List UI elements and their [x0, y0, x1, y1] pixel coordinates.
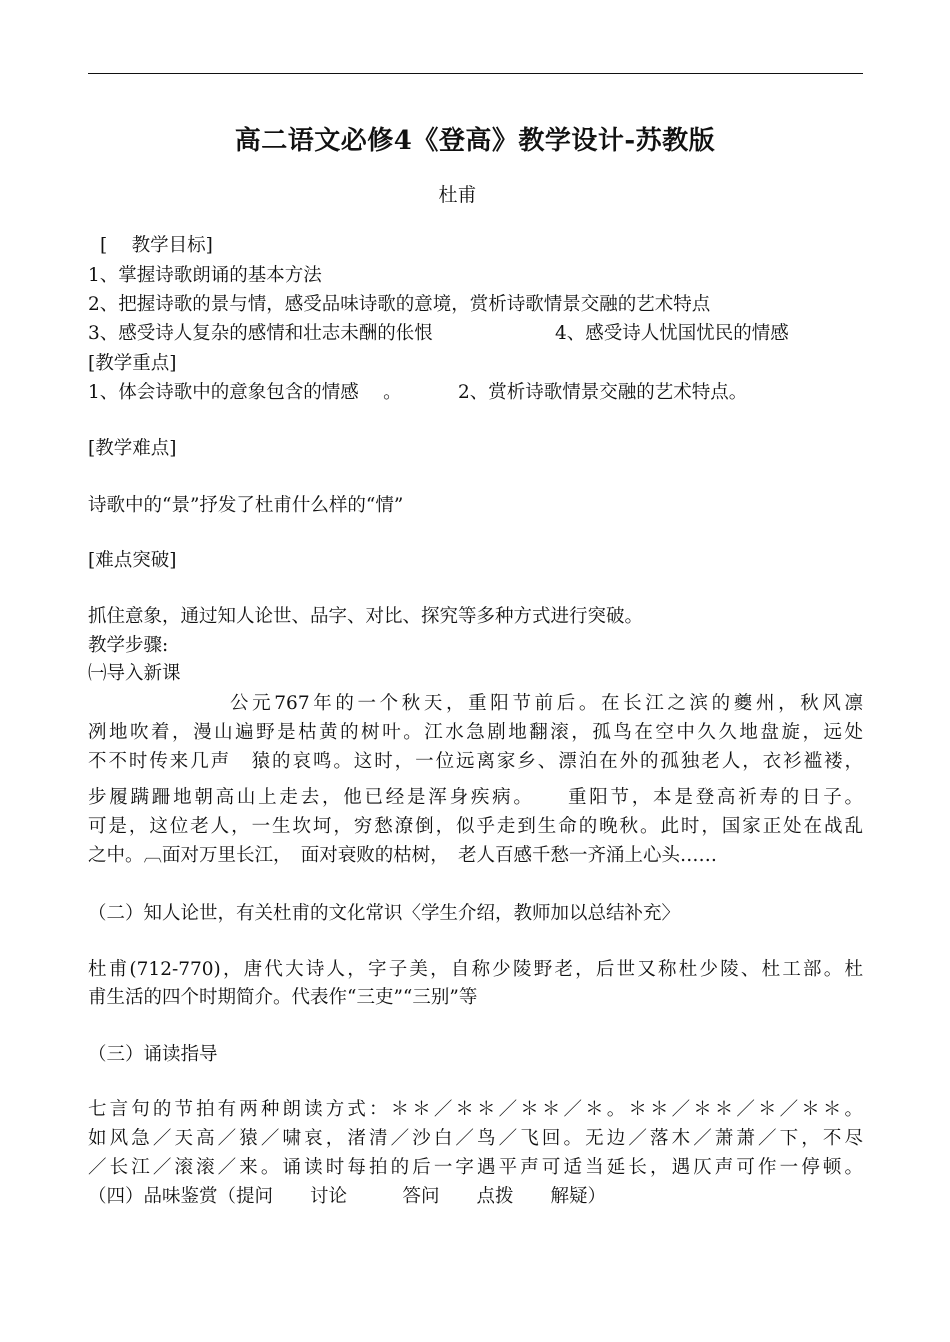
paragraph-line: ／长江／滚滚／来。诵读时每拍的后一字遇平声可适当延长，遇仄声可作一停顿。 — [88, 1157, 863, 1178]
step4-heading: （四）品味鉴赏（提问 讨论 答问 点拨 解疑） — [88, 1186, 607, 1207]
paragraph-line: 可是，这位老人，一生坎坷，穷愁潦倒，似乎走到生命的晚秋。此时，国家正处在战乱 — [88, 816, 863, 837]
breakthrough-text: 抓住意象，通过知人论世、品字、对比、探究等多种方式进行突破。 — [88, 606, 644, 627]
steps-heading: 教学步骤: — [88, 635, 169, 656]
objective-item: 4、感受诗人忧国忧民的情感 — [555, 323, 789, 344]
objectives-heading: [ 教学目标] — [100, 235, 213, 256]
author-name: 杜甫 — [438, 184, 477, 206]
step1-heading: ㈠导入新课 — [88, 663, 181, 684]
step2-heading: （二）知人论世，有关杜甫的文化常识〈学生介绍，教师加以总结补充〉 — [88, 903, 681, 924]
paragraph-line: 杜甫(712-770)，唐代大诗人，字子美，自称少陵野老，后世又称杜少陵、杜工部。杜 — [88, 959, 863, 980]
objective-item: 1、掌握诗歌朗诵的基本方法 — [88, 265, 322, 286]
step3-heading: （三）诵读指导 — [88, 1044, 218, 1065]
paragraph-line: 如风急／天高／猿／啸哀，渚清／沙白／鸟／飞回。无边／落木／萧萧／下，不尽 — [88, 1128, 863, 1149]
difficulty-heading: [教学难点] — [88, 438, 177, 459]
paragraph-line: 步履蹒跚地朝高山上走去，他已经是浑身疾病。 重阳节，本是登高祈寿的日子。 — [88, 787, 863, 808]
objective-item: 2、把握诗歌的景与情，感受品味诗歌的意境，赏析诗歌情景交融的艺术特点 — [88, 294, 711, 315]
document-title: 高二语文必修4《登高》教学设计-苏教版 — [234, 126, 716, 156]
paragraph-line: 公元767年的一个秋天，重阳节前后。在长江之滨的夔州，秋风凛 — [230, 693, 863, 714]
breakthrough-heading: [难点突破] — [88, 550, 177, 571]
paragraph-line: 甫生活的四个时期简介。代表作“三吏”“三别”等 — [88, 987, 478, 1008]
paragraph-line: 之中。︹面对万里长江， 面对衰败的枯树， 老人百感千愁一齐涌上心头…… — [88, 845, 718, 866]
paragraph-line: 不不时传来几声 猿的哀鸣。这时，一位远离家乡、漂泊在外的孤独老人，衣衫褴褛， — [88, 751, 863, 772]
focus-item: 2、赏析诗歌情景交融的艺术特点。 — [458, 382, 748, 403]
focus-heading: [教学重点] — [88, 353, 177, 374]
header-rule — [88, 73, 863, 74]
difficulty-text: 诗歌中的“景”抒发了杜甫什么样的“情” — [88, 495, 404, 516]
objective-item: 3、感受诗人复杂的感情和壮志未酬的伥恨 — [88, 323, 433, 344]
paragraph-line: 冽地吹着，漫山遍野是枯黄的树叶。江水急剧地翻滚，孤鸟在空中久久地盘旋，远处 — [88, 722, 863, 743]
paragraph-line: 七言句的节拍有两种朗读方式：＊＊／＊＊／＊＊／＊。＊＊／＊＊／＊／＊＊。 — [88, 1099, 863, 1120]
focus-item: 1、体会诗歌中的意象包含的情感 。 — [88, 382, 402, 403]
